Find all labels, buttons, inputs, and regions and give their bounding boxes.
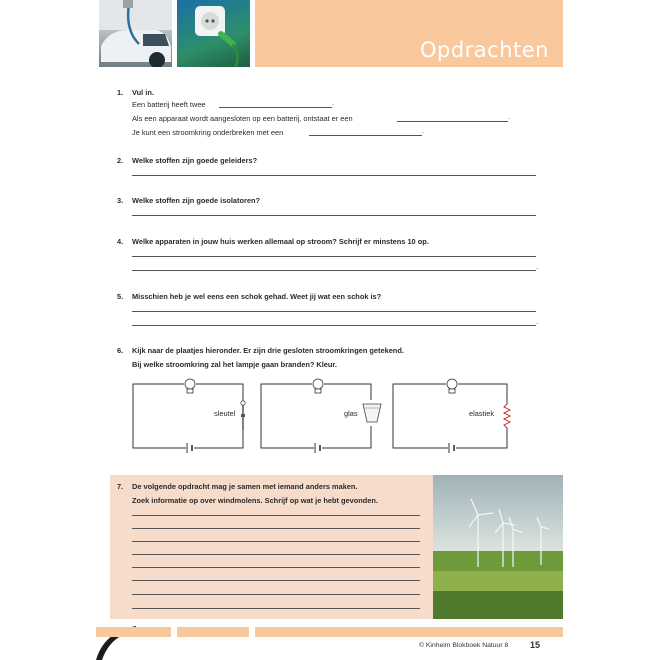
answer-line-1a[interactable] bbox=[219, 107, 332, 108]
period: . bbox=[422, 128, 424, 135]
question-2-title: Welke stoffen zijn goede geleiders? bbox=[132, 156, 258, 165]
page-number: 15 bbox=[530, 640, 541, 650]
question-6-line-2: Bij welke stroomkring zal het lampje gaan branden? Kleur. bbox=[132, 360, 337, 369]
question-4-number: 4. bbox=[117, 237, 124, 246]
header-banner bbox=[255, 0, 563, 67]
answer-line-1b[interactable] bbox=[397, 121, 508, 122]
answer-line-4b[interactable] bbox=[132, 270, 536, 271]
question-1-line-3: Je kunt een stroomkring onderbreken met een bbox=[132, 128, 284, 137]
circuit-2[interactable] bbox=[256, 374, 386, 454]
answer-line-5b[interactable] bbox=[132, 325, 536, 326]
question-6-number: 6. bbox=[117, 346, 124, 355]
circuit-3-label: elastiek bbox=[469, 409, 495, 418]
answer-line-7[interactable] bbox=[132, 580, 420, 581]
circuit-2-label: glas bbox=[344, 409, 358, 418]
question-6-line-1: Kijk naar de plaatjes hieronder. Er zijn drie gesloten stroomkringen getekend. bbox=[132, 346, 404, 355]
answer-line-7[interactable] bbox=[132, 554, 420, 555]
page-title: Opdrachten bbox=[419, 38, 549, 62]
answer-line-2[interactable] bbox=[132, 175, 536, 176]
answer-line-5a[interactable] bbox=[132, 311, 536, 312]
period: . bbox=[508, 114, 510, 121]
lamp-icon bbox=[185, 379, 195, 389]
circuit-1-label: sleutel bbox=[214, 409, 236, 418]
circuit-3[interactable] bbox=[388, 374, 514, 454]
question-1-title: Vul in. bbox=[132, 88, 154, 97]
period: . bbox=[536, 319, 538, 326]
answer-line-7[interactable] bbox=[132, 528, 420, 529]
period: . bbox=[536, 264, 538, 271]
question-3-title: Welke stoffen zijn goede isolatoren? bbox=[132, 196, 260, 205]
answer-line-3[interactable] bbox=[132, 215, 536, 216]
lamp-icon bbox=[313, 379, 323, 389]
question-5-title: Misschien heb je wel eens een schok gehad. Weet jij wat een schok is? bbox=[132, 292, 382, 301]
answer-line-1c[interactable] bbox=[309, 135, 422, 136]
answer-line-7[interactable] bbox=[132, 608, 420, 609]
question-7-line-1: De volgende opdracht mag je samen met iemand anders maken. bbox=[132, 482, 358, 491]
question-1-line-2: Als een apparaat wordt aangesloten op een batterij, ontstaat er een bbox=[132, 114, 353, 123]
wind-turbines-photo bbox=[433, 475, 563, 619]
footer-bar bbox=[177, 627, 249, 637]
footer-bar bbox=[96, 627, 171, 637]
question-7-number: 7. bbox=[117, 482, 124, 491]
question-4-title: Welke apparaten in jouw huis werken allemaal op stroom? Schrijf er minstens 10 op. bbox=[132, 237, 429, 246]
answer-line-7[interactable] bbox=[132, 567, 420, 568]
question-1-line-1: Een batterij heeft twee bbox=[132, 100, 206, 109]
electric-car-charging-photo bbox=[99, 0, 172, 67]
lamp-icon bbox=[447, 379, 457, 389]
answer-line-7[interactable] bbox=[132, 541, 420, 542]
question-5-number: 5. bbox=[117, 292, 124, 301]
question-3-number: 3. bbox=[117, 196, 124, 205]
period: . bbox=[332, 100, 334, 107]
answer-line-4a[interactable] bbox=[132, 256, 536, 257]
footer-bar bbox=[255, 627, 563, 637]
question-2-number: 2. bbox=[117, 156, 124, 165]
copyright-text: © Kinheim Blokboek Natuur 8 bbox=[419, 642, 509, 649]
question-7-line-2: Zoek informatie op over windmolens. Schrijf op wat je hebt gevonden. bbox=[132, 496, 378, 505]
answer-line-7[interactable] bbox=[132, 515, 420, 516]
plug-socket-photo bbox=[177, 0, 250, 67]
answer-line-7[interactable] bbox=[132, 594, 420, 595]
question-1-number: 1. bbox=[117, 88, 124, 97]
